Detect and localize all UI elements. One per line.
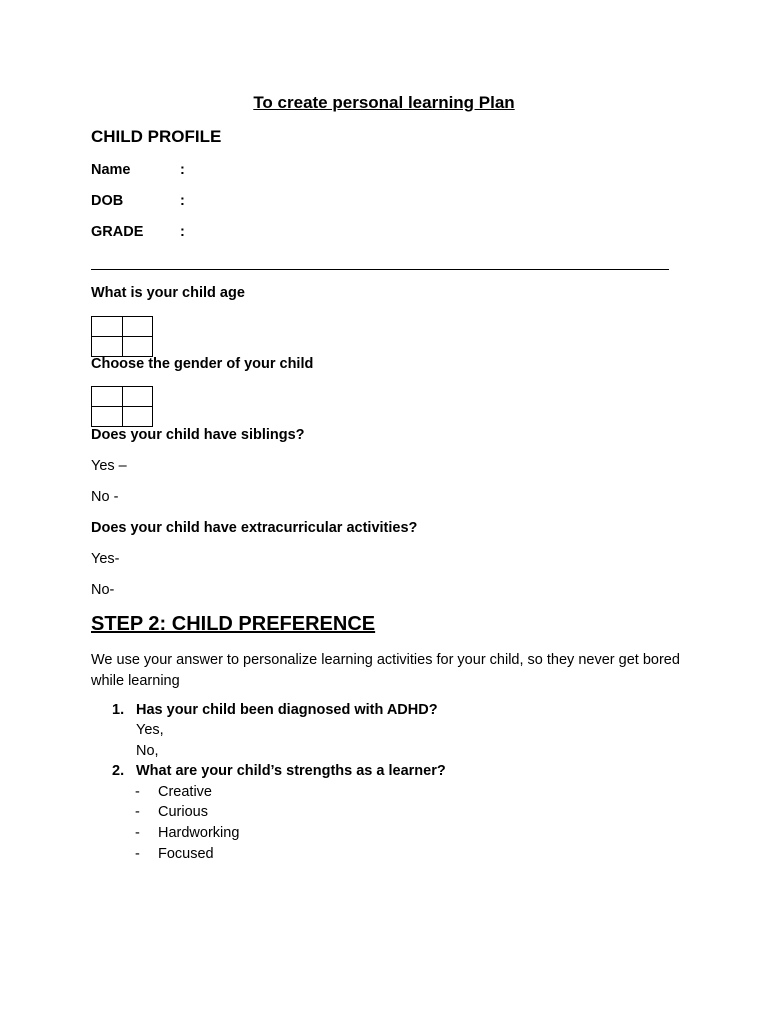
dob-colon: :: [180, 193, 185, 209]
grid-cell: [92, 337, 123, 357]
extracurricular-answer-yes: Yes-: [91, 551, 120, 567]
bullet-dash: -: [135, 784, 140, 800]
document-title: To create personal learning Plan: [253, 93, 515, 112]
step2-intro-text: We use your answer to personalize learning activities for your child, so they never get bored while learning: [91, 652, 680, 689]
item-number: 2.: [112, 763, 125, 779]
question-adhd: Has your child been diagnosed with ADHD?: [136, 702, 438, 718]
grid-cell: [92, 387, 123, 407]
profile-separator-line: [91, 269, 669, 270]
extracurricular-answer-no: No-: [91, 582, 115, 598]
adhd-answer-no: No,: [136, 743, 159, 759]
question-siblings: Does your child have siblings?: [91, 427, 305, 443]
grid-cell: [122, 387, 153, 407]
adhd-answer-yes: Yes,: [136, 722, 164, 738]
bullet-dash: -: [135, 804, 140, 820]
question-child-age: What is your child age: [91, 285, 245, 301]
strength-option-curious: Curious: [158, 804, 208, 820]
item-number: 1.: [112, 702, 125, 718]
grid-cell: [92, 407, 123, 427]
grade-colon: :: [180, 224, 185, 240]
strength-option-creative: Creative: [158, 784, 212, 800]
siblings-answer-yes: Yes –: [91, 458, 127, 474]
bullet-dash: -: [135, 825, 140, 841]
siblings-answer-no: No -: [91, 489, 119, 505]
name-label: Name: [91, 162, 131, 178]
bullet-dash: -: [135, 846, 140, 862]
grid-cell: [122, 317, 153, 337]
question-strengths: What are your child’s strengths as a learner?: [136, 763, 446, 779]
gender-answer-grid: [91, 386, 153, 427]
grid-cell: [122, 407, 153, 427]
step2-heading: STEP 2: CHILD PREFERENCE: [91, 613, 376, 635]
age-answer-grid: [91, 316, 153, 357]
grade-label: GRADE: [91, 224, 144, 240]
strength-option-focused: Focused: [158, 846, 214, 862]
strength-option-hardworking: Hardworking: [158, 825, 240, 841]
name-colon: :: [180, 162, 185, 178]
grid-cell: [92, 317, 123, 337]
grid-cell: [122, 337, 153, 357]
question-child-gender: Choose the gender of your child: [91, 356, 314, 372]
child-profile-heading: CHILD PROFILE: [91, 127, 222, 146]
question-extracurricular: Does your child have extracurricular activities?: [91, 520, 418, 536]
dob-label: DOB: [91, 193, 124, 209]
